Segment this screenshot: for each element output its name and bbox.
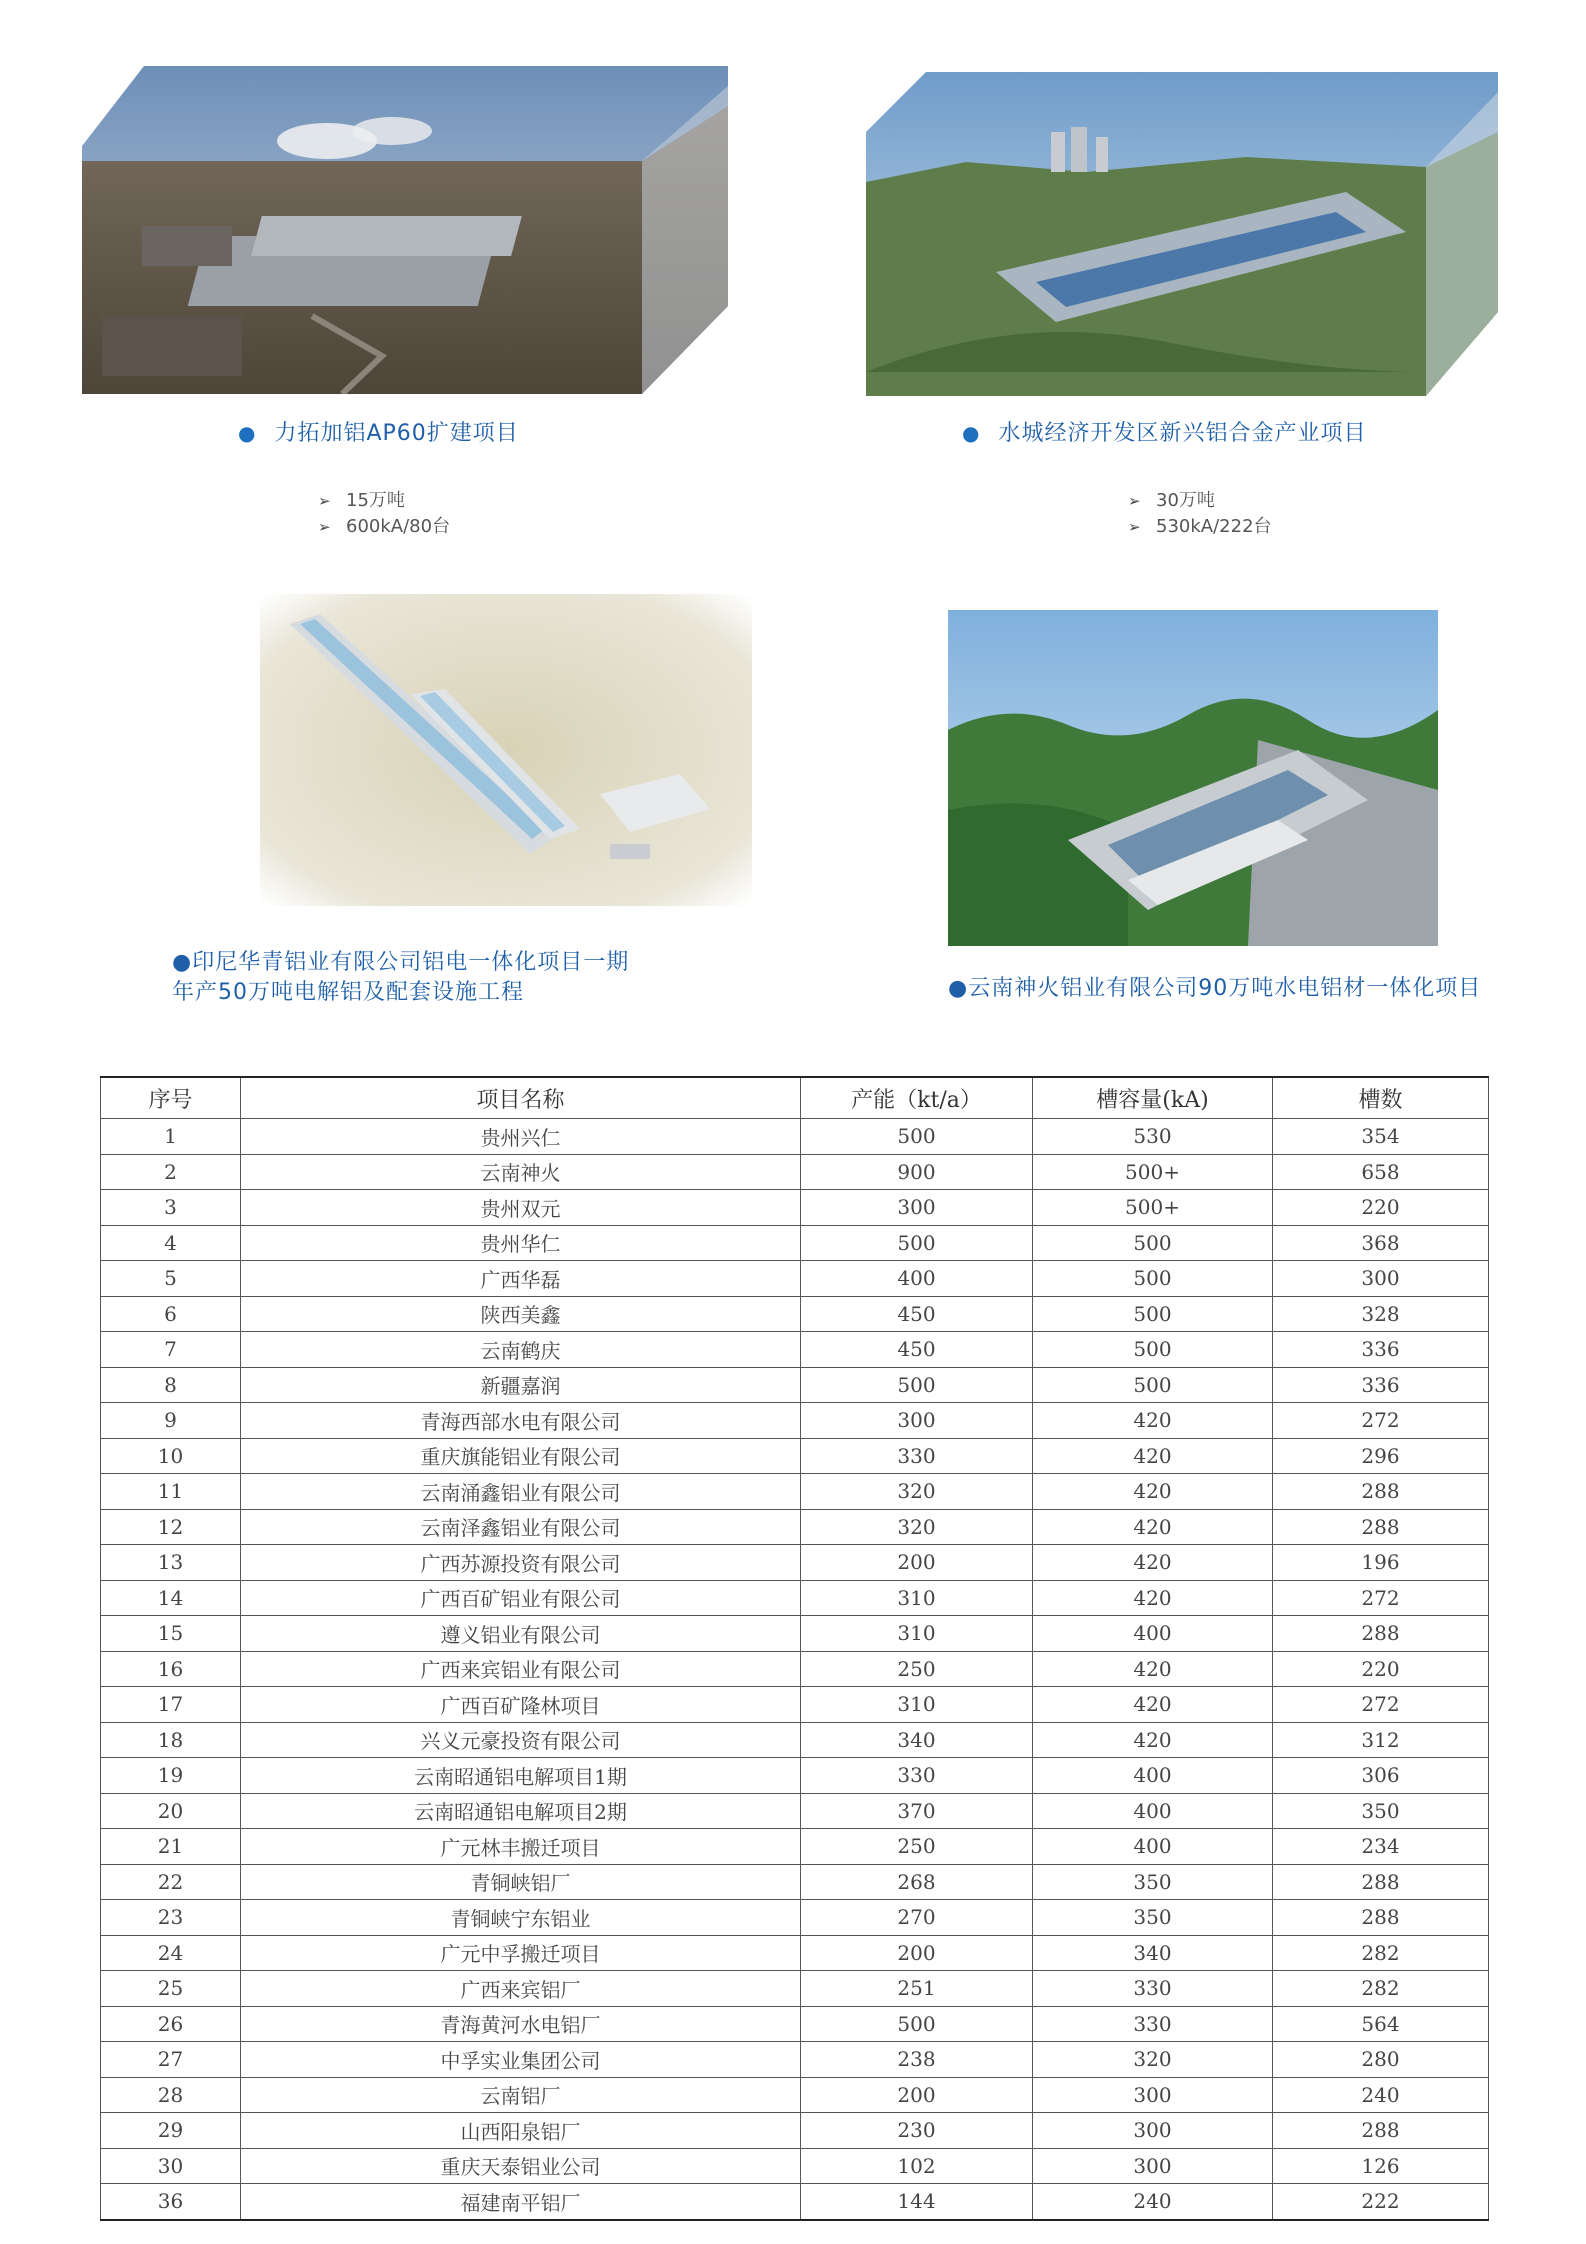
cell-index: 14: [101, 1580, 241, 1616]
cell-index: 11: [101, 1474, 241, 1510]
cell-count: 288: [1273, 1509, 1489, 1545]
cell-capacity: 300: [801, 1403, 1033, 1439]
cell-current: 420: [1033, 1722, 1273, 1758]
cell-count: 306: [1273, 1758, 1489, 1794]
cell-project-name: 广元中孚搬迁项目: [241, 1935, 801, 1971]
cell-project-name: 青铜峡铝厂: [241, 1864, 801, 1900]
table-row: [101, 1935, 1489, 1971]
cell-count: 328: [1273, 1296, 1489, 1332]
bullet-icon: ●: [962, 421, 981, 445]
cell-count: 234: [1273, 1829, 1489, 1865]
cell-current: 300: [1033, 2113, 1273, 2149]
table-row: [101, 1438, 1489, 1474]
cell-project-name: 广西百矿隆林项目: [241, 1687, 801, 1723]
cell-capacity: 300: [801, 1190, 1033, 1226]
cell-current: 420: [1033, 1438, 1273, 1474]
project-photo-1: [82, 66, 728, 394]
cell-project-name: 广西苏源投资有限公司: [241, 1545, 801, 1581]
cell-capacity: 320: [801, 1509, 1033, 1545]
spec-text: 530kA/222台: [1156, 516, 1272, 537]
cell-count: 220: [1273, 1651, 1489, 1687]
table-row: [101, 1154, 1489, 1190]
cell-count: 336: [1273, 1332, 1489, 1368]
table-row: [101, 1580, 1489, 1616]
cell-project-name: 广西来宾铝厂: [241, 1971, 801, 2007]
cell-current: 420: [1033, 1509, 1273, 1545]
cell-index: 24: [101, 1935, 241, 1971]
cell-capacity: 400: [801, 1261, 1033, 1297]
cell-current: 330: [1033, 1971, 1273, 2007]
cell-capacity: 330: [801, 1438, 1033, 1474]
cell-count: 658: [1273, 1154, 1489, 1190]
cell-count: 288: [1273, 1900, 1489, 1936]
cell-count: 564: [1273, 2006, 1489, 2042]
cell-project-name: 重庆旗能铝业有限公司: [241, 1438, 801, 1474]
cell-index: 16: [101, 1651, 241, 1687]
cell-index: 5: [101, 1261, 241, 1297]
cell-current: 420: [1033, 1580, 1273, 1616]
arrow-icon: ➢: [1128, 492, 1141, 510]
table-row: [101, 1509, 1489, 1545]
table-row: [101, 2077, 1489, 2113]
cell-project-name: 云南泽鑫铝业有限公司: [241, 1509, 801, 1545]
cell-capacity: 900: [801, 1154, 1033, 1190]
cell-count: 312: [1273, 1722, 1489, 1758]
cell-current: 530: [1033, 1119, 1273, 1155]
table-row: [101, 1900, 1489, 1936]
cell-current: 330: [1033, 2006, 1273, 2042]
cell-count: 282: [1273, 1935, 1489, 1971]
cell-project-name: 云南昭通铝电解项目2期: [241, 1793, 801, 1829]
caption-text: 力拓加铝AP60扩建项目: [274, 421, 519, 446]
cell-index: 19: [101, 1758, 241, 1794]
cell-current: 400: [1033, 1616, 1273, 1652]
table-row: [101, 1864, 1489, 1900]
cell-index: 7: [101, 1332, 241, 1368]
table-row: [101, 1616, 1489, 1652]
cell-capacity: 500: [801, 1225, 1033, 1261]
table-body: [101, 1119, 1489, 2220]
cell-index: 27: [101, 2042, 241, 2078]
cell-current: 350: [1033, 1900, 1273, 1936]
cell-count: 272: [1273, 1403, 1489, 1439]
cell-capacity: 268: [801, 1864, 1033, 1900]
table-row: [101, 1793, 1489, 1829]
cell-index: 20: [101, 1793, 241, 1829]
spec-text: 15万吨: [346, 490, 405, 511]
cell-capacity: 500: [801, 1119, 1033, 1155]
table-row: [101, 1403, 1489, 1439]
cell-index: 26: [101, 2006, 241, 2042]
project-photo-3: [260, 594, 752, 906]
cell-capacity: 310: [801, 1580, 1033, 1616]
cell-index: 9: [101, 1403, 241, 1439]
table-row: [101, 1651, 1489, 1687]
cell-index: 13: [101, 1545, 241, 1581]
cell-capacity: 310: [801, 1687, 1033, 1723]
table-row: [101, 1332, 1489, 1368]
cell-project-name: 云南神火: [241, 1154, 801, 1190]
caption-line: 年产50万吨电解铝及配套设施工程: [172, 980, 524, 1005]
arrow-icon: ➢: [1128, 518, 1141, 536]
cell-current: 500: [1033, 1225, 1273, 1261]
cell-count: 222: [1273, 2184, 1489, 2220]
cell-current: 400: [1033, 1793, 1273, 1829]
cell-current: 350: [1033, 1864, 1273, 1900]
cell-project-name: 重庆天泰铝业公司: [241, 2148, 801, 2184]
cell-index: 21: [101, 1829, 241, 1865]
cell-index: 2: [101, 1154, 241, 1190]
bullet-icon: ●: [238, 421, 257, 445]
cell-project-name: 福建南平铝厂: [241, 2184, 801, 2220]
cell-capacity: 251: [801, 1971, 1033, 2007]
cell-index: 3: [101, 1190, 241, 1226]
cell-count: 288: [1273, 1616, 1489, 1652]
cell-current: 500: [1033, 1296, 1273, 1332]
cell-index: 15: [101, 1616, 241, 1652]
cell-count: 368: [1273, 1225, 1489, 1261]
cell-current: 240: [1033, 2184, 1273, 2220]
cell-count: 282: [1273, 1971, 1489, 2007]
cell-current: 420: [1033, 1403, 1273, 1439]
spec-text: 600kA/80台: [346, 516, 451, 537]
header-project-name: 项目名称: [241, 1077, 801, 1119]
arrow-icon: ➢: [318, 492, 331, 510]
cell-current: 300: [1033, 2077, 1273, 2113]
cell-project-name: 贵州兴仁: [241, 1119, 801, 1155]
table-row: [101, 1190, 1489, 1226]
cell-count: 272: [1273, 1687, 1489, 1723]
cell-capacity: 102: [801, 2148, 1033, 2184]
cell-capacity: 500: [801, 1367, 1033, 1403]
cell-capacity: 450: [801, 1332, 1033, 1368]
cell-capacity: 450: [801, 1296, 1033, 1332]
caption-line: ●印尼华青铝业有限公司铝电一体化项目一期: [172, 950, 630, 975]
caption-project-4: [948, 974, 1481, 1004]
cell-project-name: 山西阳泉铝厂: [241, 2113, 801, 2149]
table-row: [101, 1367, 1489, 1403]
table-row: [101, 1545, 1489, 1581]
cell-project-name: 贵州华仁: [241, 1225, 801, 1261]
spec-list-2: [1128, 488, 1272, 540]
spec-item: [318, 514, 450, 540]
cell-index: 6: [101, 1296, 241, 1332]
header-index: 序号: [101, 1077, 241, 1119]
cell-project-name: 云南铝厂: [241, 2077, 801, 2113]
cell-index: 1: [101, 1119, 241, 1155]
cell-project-name: 青海黄河水电铝厂: [241, 2006, 801, 2042]
cell-index: 12: [101, 1509, 241, 1545]
cell-count: 196: [1273, 1545, 1489, 1581]
cell-project-name: 广西华磊: [241, 1261, 801, 1297]
cell-current: 300: [1033, 2148, 1273, 2184]
cell-project-name: 青海西部水电有限公司: [241, 1403, 801, 1439]
header-capacity: 产能（kt/a）: [801, 1077, 1033, 1119]
cell-current: 420: [1033, 1474, 1273, 1510]
cell-project-name: 陕西美鑫: [241, 1296, 801, 1332]
cell-count: 280: [1273, 2042, 1489, 2078]
cell-capacity: 340: [801, 1722, 1033, 1758]
table-row: [101, 1296, 1489, 1332]
table-header-row: [101, 1077, 1489, 1119]
caption-project-3: [172, 948, 629, 1008]
cell-index: 30: [101, 2148, 241, 2184]
cell-count: 296: [1273, 1438, 1489, 1474]
cell-count: 240: [1273, 2077, 1489, 2113]
cell-current: 500+: [1033, 1190, 1273, 1226]
arrow-icon: ➢: [318, 518, 331, 536]
project-capacity-table: [100, 1076, 1489, 2221]
cell-capacity: 330: [801, 1758, 1033, 1794]
cell-capacity: 200: [801, 1545, 1033, 1581]
table-row: [101, 1119, 1489, 1155]
cell-current: 420: [1033, 1651, 1273, 1687]
table-row: [101, 1722, 1489, 1758]
cell-capacity: 200: [801, 1935, 1033, 1971]
cell-index: 36: [101, 2184, 241, 2220]
cell-project-name: 云南昭通铝电解项目1期: [241, 1758, 801, 1794]
cell-index: 17: [101, 1687, 241, 1723]
cell-project-name: 青铜峡宁东铝业: [241, 1900, 801, 1936]
cell-index: 28: [101, 2077, 241, 2113]
cell-count: 288: [1273, 1474, 1489, 1510]
cell-capacity: 370: [801, 1793, 1033, 1829]
cell-index: 4: [101, 1225, 241, 1261]
table-row: [101, 2184, 1489, 2220]
table-row: [101, 1261, 1489, 1297]
table-row: [101, 2006, 1489, 2042]
header-cell-current: 槽容量(kA): [1033, 1077, 1273, 1119]
spec-list-1: [318, 488, 450, 540]
cell-count: 336: [1273, 1367, 1489, 1403]
cell-count: 300: [1273, 1261, 1489, 1297]
cell-current: 420: [1033, 1687, 1273, 1723]
table-row: [101, 1829, 1489, 1865]
cell-current: 400: [1033, 1758, 1273, 1794]
cell-index: 23: [101, 1900, 241, 1936]
cell-project-name: 广元林丰搬迁项目: [241, 1829, 801, 1865]
cell-current: 320: [1033, 2042, 1273, 2078]
cell-index: 18: [101, 1722, 241, 1758]
cell-project-name: 云南鹤庆: [241, 1332, 801, 1368]
table-row: [101, 2042, 1489, 2078]
cell-project-name: 云南涌鑫铝业有限公司: [241, 1474, 801, 1510]
spec-text: 30万吨: [1156, 490, 1215, 511]
header-cell-count: 槽数: [1273, 1077, 1489, 1119]
spec-item: [1128, 514, 1272, 540]
cell-current: 500: [1033, 1261, 1273, 1297]
cell-capacity: 500: [801, 2006, 1033, 2042]
cell-count: 288: [1273, 2113, 1489, 2149]
cell-index: 8: [101, 1367, 241, 1403]
caption-text: 水城经济开发区新兴铝合金产业项目: [998, 421, 1367, 446]
cell-project-name: 中孚实业集团公司: [241, 2042, 801, 2078]
table-row: [101, 2113, 1489, 2149]
cell-project-name: 遵义铝业有限公司: [241, 1616, 801, 1652]
cell-current: 500: [1033, 1332, 1273, 1368]
cell-capacity: 238: [801, 2042, 1033, 2078]
caption-project-1: [238, 418, 519, 449]
cell-capacity: 250: [801, 1829, 1033, 1865]
caption-text: ●云南神火铝业有限公司90万吨水电铝材一体化项目: [948, 976, 1482, 1001]
cell-count: 350: [1273, 1793, 1489, 1829]
cell-project-name: 贵州双元: [241, 1190, 801, 1226]
caption-project-2: [962, 418, 1366, 449]
cell-capacity: 320: [801, 1474, 1033, 1510]
cell-capacity: 270: [801, 1900, 1033, 1936]
cell-index: 22: [101, 1864, 241, 1900]
cell-current: 500+: [1033, 1154, 1273, 1190]
cell-index: 10: [101, 1438, 241, 1474]
cell-count: 126: [1273, 2148, 1489, 2184]
table-row: [101, 1687, 1489, 1723]
cell-count: 272: [1273, 1580, 1489, 1616]
cell-project-name: 广西百矿铝业有限公司: [241, 1580, 801, 1616]
cell-project-name: 新疆嘉润: [241, 1367, 801, 1403]
cell-current: 420: [1033, 1545, 1273, 1581]
spec-item: [318, 488, 450, 514]
cell-capacity: 144: [801, 2184, 1033, 2220]
cell-count: 354: [1273, 1119, 1489, 1155]
table-row: [101, 1971, 1489, 2007]
table-row: [101, 1758, 1489, 1794]
cell-index: 29: [101, 2113, 241, 2149]
cell-capacity: 200: [801, 2077, 1033, 2113]
cell-capacity: 250: [801, 1651, 1033, 1687]
table-row: [101, 1225, 1489, 1261]
cell-count: 220: [1273, 1190, 1489, 1226]
cell-current: 340: [1033, 1935, 1273, 1971]
cell-count: 288: [1273, 1864, 1489, 1900]
project-photo-2: [866, 72, 1498, 396]
spec-item: [1128, 488, 1272, 514]
cell-index: 25: [101, 1971, 241, 2007]
cell-capacity: 310: [801, 1616, 1033, 1652]
table-row: [101, 1474, 1489, 1510]
cell-project-name: 兴义元豪投资有限公司: [241, 1722, 801, 1758]
cell-project-name: 广西来宾铝业有限公司: [241, 1651, 801, 1687]
cell-current: 500: [1033, 1367, 1273, 1403]
project-photo-4: [948, 610, 1438, 946]
cell-current: 400: [1033, 1829, 1273, 1865]
table-row: [101, 2148, 1489, 2184]
cell-capacity: 230: [801, 2113, 1033, 2149]
